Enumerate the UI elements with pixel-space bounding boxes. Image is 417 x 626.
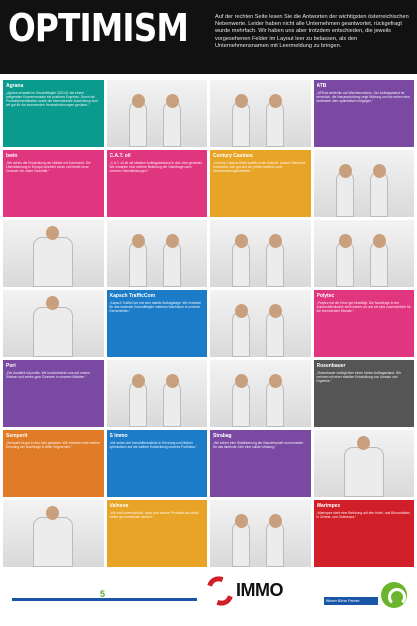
page-number: 5 — [100, 589, 106, 599]
person-head — [269, 94, 282, 108]
person-head — [132, 94, 145, 108]
company-statement: „Wir sehen eine Stabilisierung der Bauwirtschaft und erwarten für das laufende Jahr eine solide Leistung.“ — [213, 441, 304, 449]
person-head — [373, 234, 386, 248]
company-statement: „Wir sehen die Immobilienmärkte in Erholung und blicken optimistisch auf die weitere Entwicklung unseres Portfolios.“ — [109, 441, 197, 449]
company-statement: „Rosenbauer verfügt über einen hohen Auftragsstand. Wir rechnen mit einer stabilen Entwicklung von Umsatz und Ergebnis.“ — [316, 371, 401, 383]
company-name: Kapsch TrafficCom — [109, 293, 156, 299]
company-statement: „Agrana erwartet im Geschäftsjahr 2010/11 bei einem steigenden Konzernumsatz ein positives Ergebnis. Durch die Produktdiversifikation sowie die internationale Ausrichtung sind wir gut für die kommenden Herausforderungen gerüstet.“ — [6, 91, 98, 107]
person-figure — [33, 237, 73, 287]
portrait-photo — [210, 290, 311, 357]
portrait-photo — [314, 430, 415, 497]
company-name: Polytec — [316, 293, 335, 299]
portrait-photo — [107, 360, 208, 427]
company-statement: „Kapsch TrafficCom hat eine stabile Auftragslage. Wir erwarten für das laufende Geschäftsjahr weiteres Wachstum in unseren Kernmärkten.“ — [109, 301, 202, 313]
person-head — [166, 94, 179, 108]
company-statement: „Der Ausblick ist positiv. Wir konzentrieren uns auf unsere Stärken und sehen gute Chancen in unseren Märkten.“ — [6, 371, 91, 379]
company-card — [107, 500, 208, 567]
company-card — [3, 80, 104, 147]
person-head — [235, 234, 248, 248]
company-card — [314, 80, 415, 147]
partner-label: Wiener Börse Partner — [326, 599, 360, 603]
header-banner — [0, 0, 417, 74]
person-head — [46, 506, 59, 520]
portrait-photo — [314, 220, 415, 287]
portrait-photo — [210, 220, 311, 287]
person-head — [166, 234, 179, 248]
person-head — [269, 374, 282, 388]
company-card — [314, 500, 415, 567]
company-card — [3, 430, 104, 497]
portrait-photo — [210, 500, 311, 567]
person-head — [339, 164, 352, 178]
person-head — [339, 234, 352, 248]
company-card — [107, 290, 208, 357]
company-statement: „ATB ist weiterhin auf Wachstumskurs. Der Auftragsstand ist erfreulich, die Neuausrichtung zeigt Wirkung und wir sehen dem laufenden Jahr optimistisch entgegen.“ — [316, 91, 410, 103]
person-head — [46, 226, 59, 240]
company-statement: „Wir sehen die Entwicklung der Märkte mit Zuversicht. Die Liberalisierung in Europa schreitet voran und bietet neue Chancen für unser Geschäft.“ — [6, 161, 91, 173]
person-head — [132, 374, 145, 388]
company-card — [107, 430, 208, 497]
person-figure — [33, 517, 73, 567]
person-head — [166, 374, 179, 388]
partner-label-box — [324, 597, 378, 605]
company-statement: „Polytec hat die Krise gut bewältigt. Die Nachfrage in der Automobilindustrie zieht wieder an und wir sind zuversichtlich für die kommenden Monate.“ — [316, 301, 411, 313]
person-figure — [344, 447, 384, 497]
company-statement: „C.A.T. oil ist mit starkem Auftragsbestand in das Jahr gestartet. Wir erwarten eine weitere Belebung der Nachfrage nach unseren Dienstleistungen.“ — [109, 161, 203, 173]
company-name: Strabag — [213, 433, 232, 439]
company-name: Century Casinos — [213, 153, 253, 159]
company-card — [314, 360, 415, 427]
company-name: S Immo — [109, 433, 128, 439]
company-card — [210, 150, 311, 217]
person-figure — [33, 307, 73, 357]
person-head — [269, 514, 282, 528]
page-title: OPTIMISM — [8, 6, 189, 50]
person-head — [235, 514, 248, 528]
company-statement: „Warimpex sieht eine Belebung auf den Hotel- und Büromärkten in Zentral- und Osteuropa.“ — [316, 511, 411, 519]
company-name: Warimpex — [316, 503, 341, 509]
company-card — [3, 150, 104, 217]
company-grid — [3, 80, 414, 567]
portrait-photo — [107, 220, 208, 287]
portrait-photo — [314, 150, 415, 217]
person-head — [269, 304, 282, 318]
person-head — [46, 296, 59, 310]
portrait-photo — [3, 500, 104, 567]
portrait-photo — [210, 360, 311, 427]
company-card — [3, 360, 104, 427]
company-statement: „Semperit ist gut in das Jahr gestartet. Wir erwarten eine weitere Erholung der Nachfrage in allen Segmenten.“ — [6, 441, 100, 449]
company-name: Rosenbauer — [316, 363, 346, 369]
person-head — [269, 234, 282, 248]
company-name: Valneva — [109, 503, 129, 509]
intro-text: Auf der rechten Seite lesen Sie die Antworten der wichtigsten österreichischen Nebenwerte. Leider haben nicht alle Unternehmen geantwortet, rückgefragt wurde mehrfach. Wir haben uns aber trotzdem entschieden, die jeweils vorgesehenen Felder im Layout leer zu belassen, als den Unternehmensnamen mit Leermeldung zu bringen. — [215, 14, 409, 49]
portrait-photo — [210, 80, 311, 147]
company-name: Semperit — [6, 433, 28, 439]
person-head — [235, 304, 248, 318]
portrait-photo — [3, 290, 104, 357]
company-card — [107, 150, 208, 217]
company-name: Agrana — [6, 83, 24, 89]
company-name: ATB — [316, 83, 327, 89]
person-head — [357, 436, 370, 450]
s-immo-logo-text: IMMO — [236, 580, 283, 600]
company-name: bwin — [6, 153, 18, 159]
company-card — [210, 430, 311, 497]
person-head — [235, 94, 248, 108]
company-statement: „Century Casinos blickt positiv in die Zukunft. Unsere Standorte entwickeln sich gut und wir prüfen laufend neue Wachstumsmöglichkeiten.“ — [213, 161, 306, 173]
person-head — [235, 374, 248, 388]
company-name: Pori — [6, 363, 16, 369]
company-statement: „Wir sind zuversichtlich, dass sich unsere Produkte am Markt weiter gut entwickeln werden.“ — [109, 511, 199, 519]
person-head — [373, 164, 386, 178]
person-head — [132, 234, 145, 248]
green-brand-icon — [381, 582, 407, 608]
company-card — [314, 290, 415, 357]
portrait-photo — [107, 80, 208, 147]
portrait-photo — [3, 220, 104, 287]
company-name: C.A.T. oil — [109, 153, 131, 159]
